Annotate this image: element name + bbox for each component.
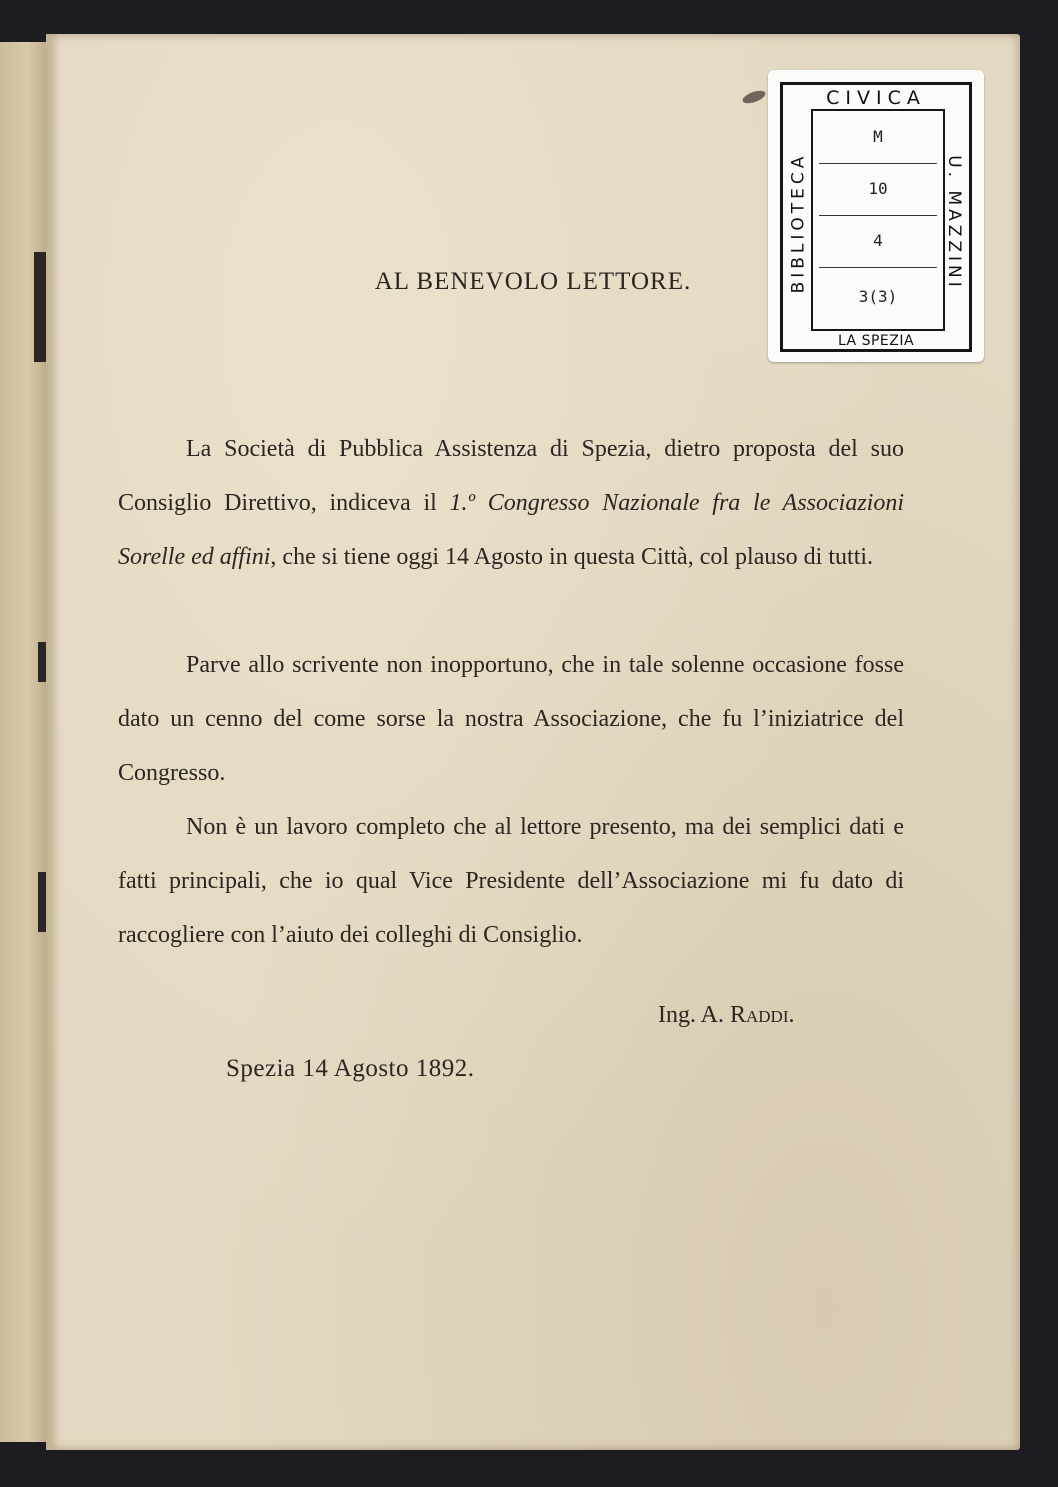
congress-title: 1.º Congresso Nazionale fra le Associazioni Sorelle ed affini xyxy=(118,490,904,570)
stamp-mazzini: U. MAZZINI xyxy=(944,155,964,291)
stamp-shelfmark-cell: M xyxy=(873,127,883,146)
page-title: AL BENEVOLO LETTORE. xyxy=(374,268,692,295)
paragraph-2 xyxy=(118,638,904,800)
stamp-shelfmark-cell: 3(3) xyxy=(858,287,898,306)
stamp-biblioteca: BIBLIOTECA xyxy=(788,152,808,294)
stamp-shelfmark-grid xyxy=(811,109,945,331)
paragraph-2-text: Parve allo scrivente non inopportuno, che in tale solenne occasione fosse dato un cenno del come sorse la nostra Associazione, che fu l’iniziatrice del Congresso. xyxy=(118,652,904,786)
stamp-la-spezia: LA SPEZIA xyxy=(837,333,915,349)
dateline: Spezia 14 Agosto 1892. xyxy=(226,1055,475,1082)
binding-mark xyxy=(38,872,46,932)
stamp-shelfmark-cell: 4 xyxy=(873,231,883,250)
paragraph-3-text: Non è un lavoro completo che al lettore presento, ma dei semplici dati e fatti principali, che io qual Vice Presidente dell’Associazione mi fu dato di raccogliere con l’aiuto dei colleghi di Consiglio. xyxy=(118,814,904,948)
signature-name: Raddi. xyxy=(730,1002,795,1028)
paragraph-1-text-a: La Società di Pubblica Assistenza di Spezia, dietro proposta del suo Consiglio Direttivo, indiceva il xyxy=(118,436,904,516)
paragraph-1-text-b: , che si tiene oggi 14 Agosto in questa Città, col plauso di tutti. xyxy=(270,544,874,570)
stamp-civica: CIVICA xyxy=(826,87,926,109)
stamp-rule xyxy=(819,163,937,164)
stamp-frame xyxy=(780,82,972,352)
paragraph-3 xyxy=(118,800,904,962)
stamp-rule xyxy=(819,215,937,216)
paragraph-1 xyxy=(118,422,904,584)
signature-prefix: Ing. A. xyxy=(658,1002,730,1028)
binding-mark xyxy=(38,642,46,682)
previous-page-edge xyxy=(0,42,52,1442)
signature xyxy=(658,1002,795,1029)
stamp-shelfmark-cell: 10 xyxy=(868,179,888,198)
library-stamp xyxy=(768,70,984,362)
